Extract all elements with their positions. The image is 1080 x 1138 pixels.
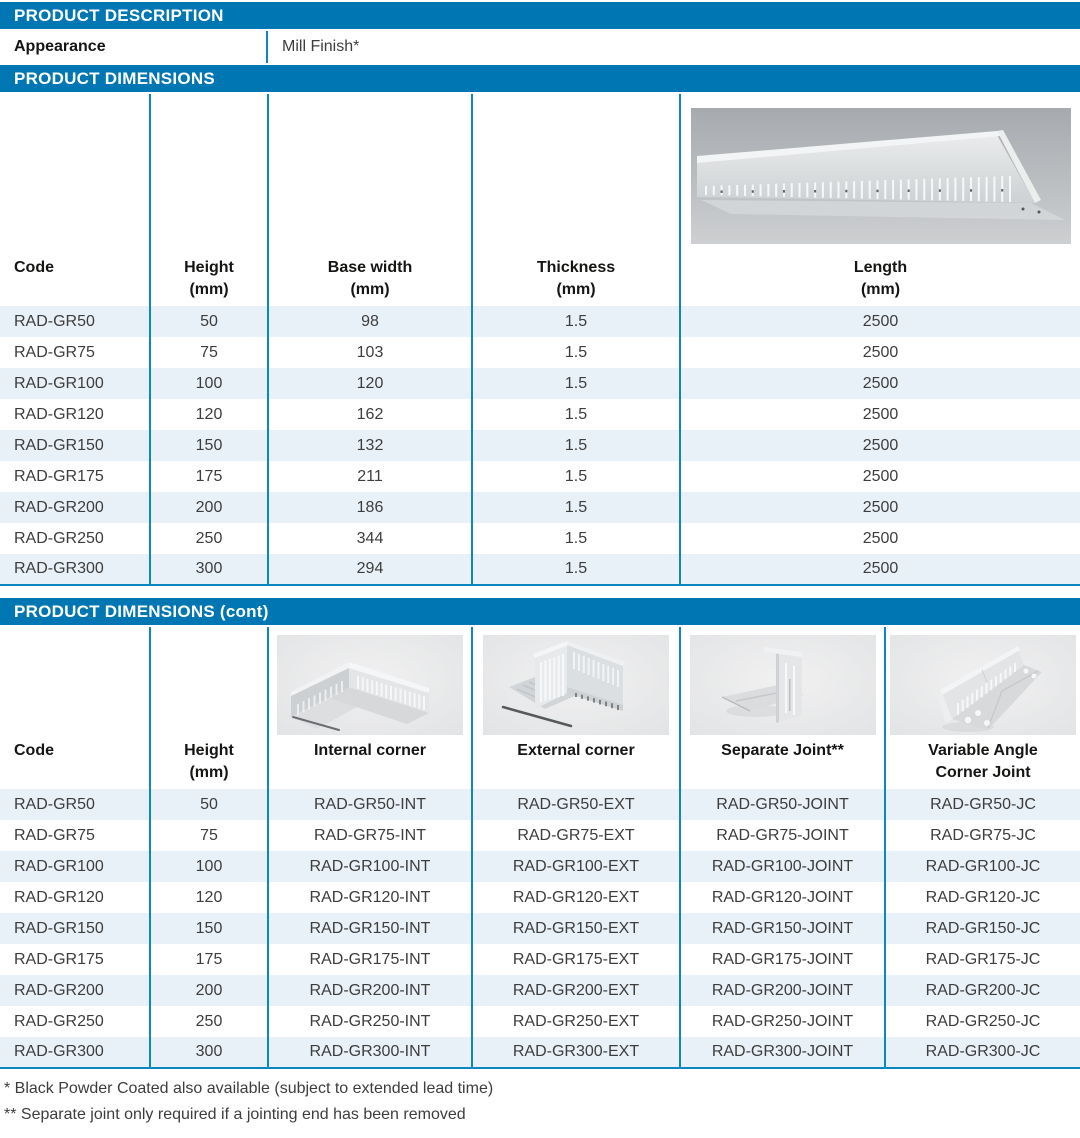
column-header-code [0,627,150,789]
cell-value: 186 [268,492,472,523]
cell-value: RAD-GR300-EXT [472,1037,680,1068]
column-label: Code [14,742,54,759]
cell-value: RAD-GR75-JOINT [680,820,885,851]
column-header-internal-corner [268,627,472,789]
cell-code: RAD-GR300 [0,1037,150,1068]
table-row [0,306,1080,337]
cell-value: RAD-GR250-JOINT [680,1006,885,1037]
cell-value: 2500 [862,498,899,516]
cell-value: RAD-GR100-EXT [472,851,680,882]
appearance-value: Mill Finish* [282,38,360,55]
header-row [0,94,1080,306]
cell-value: RAD-GR300-JC [925,1043,1041,1060]
cell-code: RAD-GR75 [0,337,150,368]
cell-value: 2500 [862,467,899,485]
internal-corner-image [277,635,463,735]
cell-value: RAD-GR100-JOINT [680,851,885,882]
cell-value: RAD-GR120-JC [925,888,1041,906]
column-header-height [150,627,268,789]
column-sublabel [0,762,149,784]
section-header-product-description [0,2,1080,29]
column-sublabel: (mm) [350,281,390,298]
section-title: PRODUCT DIMENSIONS [14,69,215,88]
cell-value: RAD-GR250-EXT [472,1006,680,1037]
cell-value: 344 [268,523,472,554]
cell-value: RAD-GR250-JC [925,1012,1041,1030]
section-title: PRODUCT DESCRIPTION [14,6,224,25]
cell-code: RAD-GR50 [0,789,150,820]
cell-value: 175 [150,461,268,492]
column-label: Height [184,742,234,759]
cell-value: RAD-GR120-EXT [472,882,680,913]
cell-value: 294 [268,554,472,585]
profile-rail-image [691,108,1071,244]
cell-value: 120 [268,368,472,399]
variable-angle-corner-joint-image [890,635,1076,735]
cell-value: 50 [150,306,268,337]
cell-value: RAD-GR150-JOINT [680,913,885,944]
column-header-length [680,94,1080,306]
cell-value: RAD-GR120-JOINT [680,882,885,913]
column-sublabel [269,762,471,784]
table-row [0,492,1080,523]
column-sublabel: Corner Joint [935,764,1031,781]
column-sublabel [0,279,149,301]
cell-value: 1.5 [472,306,680,337]
cell-value: RAD-GR175-INT [268,944,472,975]
cell-value: RAD-GR100-JC [925,857,1041,875]
cell-code: RAD-GR150 [0,913,150,944]
cell-value: RAD-GR175-JOINT [680,944,885,975]
cell-value: 211 [268,461,472,492]
appearance-row [0,31,1080,63]
column-header-thickness [472,94,680,306]
cell-code: RAD-GR50 [0,306,150,337]
cell-value: RAD-GR75-EXT [472,820,680,851]
section-gap [0,586,1080,598]
cell-value: 1.5 [472,337,680,368]
table-body [0,306,1080,585]
column-label: Height [184,259,234,276]
cell-value: 50 [150,789,268,820]
cell-value: RAD-GR175-EXT [472,944,680,975]
column-label: Separate Joint** [721,742,844,759]
column-label: Variable Angle [928,742,1038,759]
cell-code: RAD-GR120 [0,882,150,913]
cell-value: 2500 [862,560,899,577]
cell-value: RAD-GR300-INT [268,1037,472,1068]
cell-value: RAD-GR250-INT [268,1006,472,1037]
cell-value: 150 [150,913,268,944]
column-header-base-width [268,94,472,306]
cell-value: RAD-GR200-JC [925,981,1041,999]
cell-code: RAD-GR300 [0,554,150,585]
cell-code: RAD-GR120 [0,399,150,430]
footnotes [0,1069,1080,1138]
cell-value: 2500 [862,529,899,547]
cell-value: RAD-GR150-EXT [472,913,680,944]
cell-code: RAD-GR150 [0,430,150,461]
cell-code: RAD-GR75 [0,820,150,851]
cell-value: 1.5 [472,492,680,523]
table-row [0,399,1080,430]
cell-value: 175 [150,944,268,975]
column-header-separate-joint [680,627,885,789]
cell-value: RAD-GR100-INT [268,851,472,882]
cell-value: RAD-GR50-JC [930,795,1036,813]
cell-code: RAD-GR175 [0,461,150,492]
cell-value: 162 [268,399,472,430]
cell-value: RAD-GR200-EXT [472,975,680,1006]
separate-joint-image [690,635,876,735]
cell-value: RAD-GR50-INT [268,789,472,820]
cell-value: 1.5 [472,368,680,399]
table-row [0,430,1080,461]
cell-value: RAD-GR175-JC [925,950,1041,968]
column-label: Internal corner [313,742,427,759]
table-row [0,1037,1080,1068]
external-corner-image [483,635,669,735]
cell-value: RAD-GR150-INT [268,913,472,944]
column-label: External corner [517,742,635,759]
cell-value: 75 [150,820,268,851]
footnote-mill-finish: * Black Powder Coated also available (subject to extended lead time) [4,1080,494,1097]
cell-value: RAD-GR120-INT [268,882,472,913]
cell-value: 98 [268,306,472,337]
cell-value: 120 [150,399,268,430]
column-label: Base width [327,259,413,276]
cell-code: RAD-GR250 [0,523,150,554]
section-header-product-dimensions-cont [0,598,1080,625]
table-row [0,461,1080,492]
product-dimensions-table [0,94,1080,586]
cell-value: 1.5 [472,399,680,430]
cell-value: 2500 [862,312,899,330]
header-row [0,627,1080,789]
table-row [0,913,1080,944]
column-sublabel: (mm) [556,281,596,298]
cell-value: 120 [150,882,268,913]
cell-value: 100 [150,368,268,399]
table-row [0,975,1080,1006]
table-row [0,554,1080,585]
footnote-separate-joint: ** Separate joint only required if a jointing end has been removed [4,1106,466,1123]
table-row [0,944,1080,975]
cell-value: 132 [268,430,472,461]
cell-value: RAD-GR150-JC [925,919,1041,937]
cell-value: 2500 [862,436,899,454]
cell-value: 2500 [862,374,899,392]
table-row [0,368,1080,399]
cell-value: 1.5 [472,554,680,585]
cell-value: 300 [150,554,268,585]
section-header-product-dimensions [0,65,1080,92]
cell-value: 100 [150,851,268,882]
cell-value: 1.5 [472,430,680,461]
column-sublabel [681,762,884,784]
cell-code: RAD-GR100 [0,368,150,399]
table-body [0,789,1080,1068]
cell-value: 200 [150,975,268,1006]
table-header [0,94,1080,306]
cell-value: 1.5 [472,461,680,492]
cell-value: 200 [150,492,268,523]
column-sublabel: (mm) [189,281,229,298]
table-row [0,523,1080,554]
cell-value: RAD-GR75-INT [268,820,472,851]
cell-value: RAD-GR50-EXT [472,789,680,820]
column-sublabel [473,762,679,784]
column-sublabel: (mm) [860,281,901,298]
cell-value: RAD-GR75-JC [930,826,1036,844]
column-header-variable-angle-corner-joint [885,627,1080,789]
column-label: Thickness [536,259,616,276]
cell-value: 250 [150,1006,268,1037]
cell-value: 300 [150,1037,268,1068]
appearance-label: Appearance [0,31,268,63]
table-row [0,789,1080,820]
cell-value: RAD-GR50-JOINT [680,789,885,820]
table-row [0,882,1080,913]
column-header-height [150,94,268,306]
cell-value: 150 [150,430,268,461]
cell-code: RAD-GR200 [0,975,150,1006]
cell-value: 103 [268,337,472,368]
cell-code: RAD-GR200 [0,492,150,523]
cell-code: RAD-GR175 [0,944,150,975]
cell-value: RAD-GR200-JOINT [680,975,885,1006]
table-row [0,851,1080,882]
cell-value: RAD-GR200-INT [268,975,472,1006]
cell-value: 2500 [862,343,899,361]
cell-value: RAD-GR300-JOINT [680,1037,885,1068]
cell-code: RAD-GR250 [0,1006,150,1037]
product-dimensions-cont-table [0,627,1080,1069]
cell-value: 250 [150,523,268,554]
column-header-code [0,94,150,306]
table-row [0,820,1080,851]
cell-value: 75 [150,337,268,368]
cell-value: 2500 [862,405,899,423]
section-title: PRODUCT DIMENSIONS (cont) [14,602,269,621]
cell-value: 1.5 [472,523,680,554]
column-sublabel: (mm) [189,764,229,781]
table-header [0,627,1080,789]
column-header-external-corner [472,627,680,789]
column-label: Code [14,259,54,276]
table-row [0,337,1080,368]
cell-code: RAD-GR100 [0,851,150,882]
table-row [0,1006,1080,1037]
column-label: Length [853,259,908,276]
